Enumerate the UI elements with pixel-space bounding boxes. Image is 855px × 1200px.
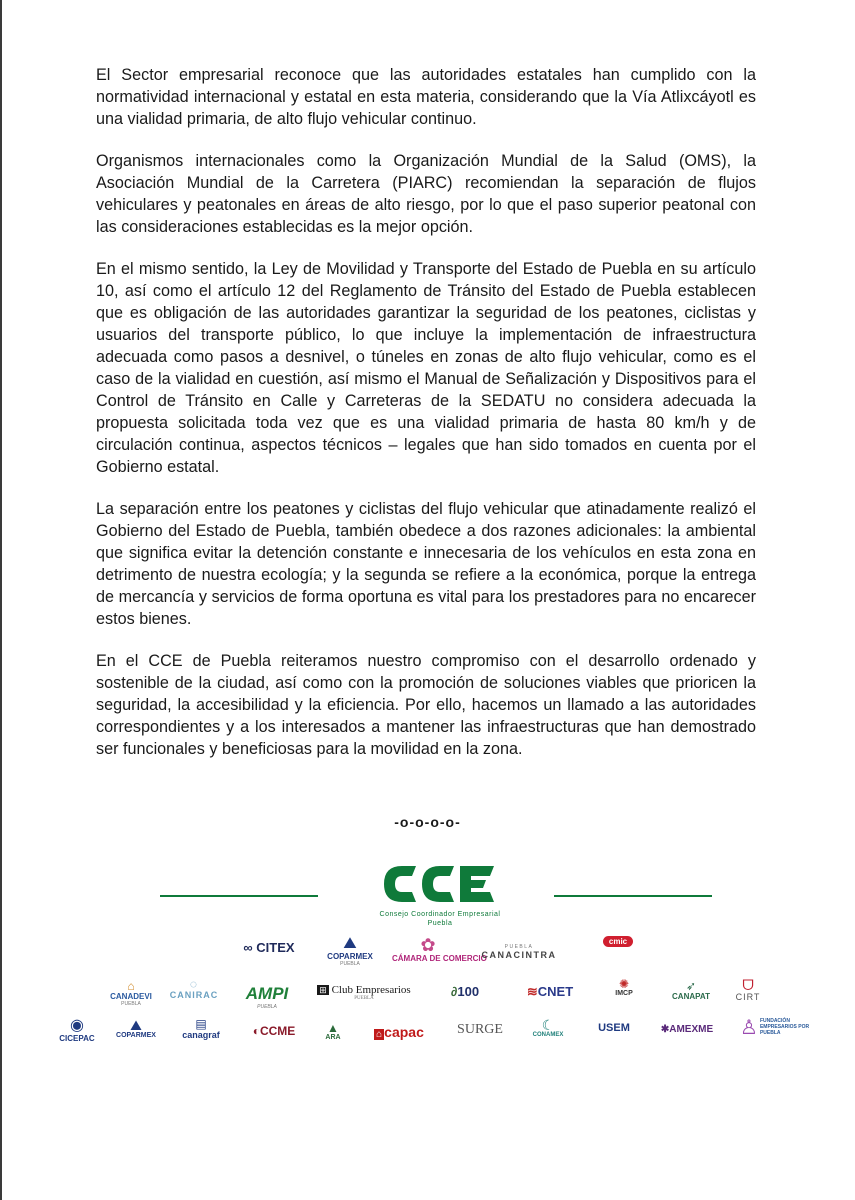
paragraph-5: En el CCE de Puebla reiteramos nuestro compromiso con el desarrollo ordenado y sostenible de la ciudad, así como con la promoción de soluciones viables que prioricen la seguridad, la accesibilidad y la eficiencia. Por ello, hacemos un llamado a las autoridades correspondientes y a los interesados a mantener las infraestructuras que han demostrado ser funcionales y beneficiosas para la movilidad en la zona. <box>96 652 756 758</box>
paragraph-3: En el mismo sentido, la Ley de Movilidad y Transporte del Estado de Puebla en su artículo 10, así como el artículo 12 del Reglamento de Tránsito del Estado de Puebla establecen que es obligación de las autoridades garantizar la seguridad de los peatones, ciclistas y usuarios del transporte público, lo que incluye la implementación de infraestructura adecuada como pasos a desnivel, o túneles en zonas de alto flujo vehicular, como es el caso de la vialidad en cuestión, así mismo el Manual de Señalización y Dispositivos para el Control de Tránsito en Calle y Carreteras de la SEDATU no considera adecuada la propuesta solicitada toda vez que es una vialidad primaria de hasta 80 km/h y de circulación continua, aspectos técnicos – legales que han sido tomados en cuenta por el Gobierno estatal. <box>96 260 756 476</box>
usem-logo: USEM <box>598 1022 630 1034</box>
cce-caption: Consejo Coordinador Empresarial Puebla <box>379 911 501 927</box>
amexme-logo: ✱AMEXME <box>660 1024 714 1035</box>
canirac-logo: ◌ CANIRAC <box>169 977 219 1000</box>
logo-divider-right <box>554 895 712 897</box>
ccme-logo: ◐CCME <box>252 1024 296 1038</box>
ampi-logo: AMPI PUEBLA <box>245 984 289 1010</box>
cce-logo <box>380 862 498 906</box>
paragraph-2: Organismos internacionales como la Organización Mundial de la Salud (OMS), la Asociación Mundial de la Carretera (PIARC) recomiendan la separación de flujos vehiculares y peatonales en áreas de alto riesgo, por lo que el paso superior peatonal con las consideraciones establecidas es la mejor opción. <box>96 152 756 236</box>
closing-separator: -o-o-o-o- <box>394 814 461 830</box>
cnet-logo: ≋CNET <box>526 984 574 999</box>
paragraph-4: La separación entre los peatones y ciclistas del flujo vehicular que atinadamente realizó el Gobierno del Estado de Puebla, también obedece a dos razones adicionales: la ambiental que significa evitar la detención constante e innecesaria de los vehículos en esta zona en detrimento de nuestra ecología; y la segunda se refiere a la económica, porque la entrega de mercancía y servicios de forma oportuna es vital para los prestadores para no encarecer estos bienes. <box>96 500 756 628</box>
surge-logo: SURGE <box>457 1022 503 1037</box>
cicepac-logo: ◉ CICEPAC <box>59 1017 95 1043</box>
fundacion-empresarios-logo: ♙ FUNDACIÓN EMPRESARIOS POR PUEBLA <box>740 1017 810 1039</box>
cmic-logo: cmic <box>588 936 648 947</box>
ara-logo: ▲ ARA <box>325 1021 341 1041</box>
cirt-logo: ᗜ CIRT <box>735 977 761 1002</box>
imcp-logo: ✺ IMCP <box>615 977 633 997</box>
conamex-logo: ☾ CONAMEX <box>532 1017 564 1038</box>
paragraph-1: El Sector empresarial reconoce que las autoridades estatales han cumplido con la normatividad internacional y estatal en esta materia, considerando que la Vía Atlixcáyotl es una vialidad primaria, de alto flujo vehicular continuo. <box>96 66 756 128</box>
camara-comercio-logo: ✿ CÁMARA DE COMERCIO <box>392 935 487 963</box>
canapat-logo: ➶ CANAPAT <box>672 979 710 1001</box>
canacintra-logo: PUEBLA CANACINTRA <box>481 944 557 960</box>
page-edge <box>0 0 2 1200</box>
fraternidad-100-logo: ∂100 <box>450 984 480 999</box>
document-body <box>96 64 756 780</box>
coparmex-logo: ⛰ COPARMEX <box>116 1017 156 1039</box>
club-empresarios-logo: ⊞ Club Empresarios PUEBLA <box>319 984 411 1001</box>
canagraf-logo: ▤ canagraf <box>182 1017 220 1040</box>
canadevi-logo: ⌂ CANADEVI PUEBLA <box>110 979 152 1007</box>
coparmex-puebla-logo: ⛰ COPARMEX PUEBLA <box>327 935 373 967</box>
logo-divider-left <box>160 895 318 897</box>
citex-logo: ∞ CITEX <box>243 940 295 955</box>
capac-logo: ⌂ capac <box>376 1024 424 1040</box>
cce-logo-block <box>0 862 855 932</box>
